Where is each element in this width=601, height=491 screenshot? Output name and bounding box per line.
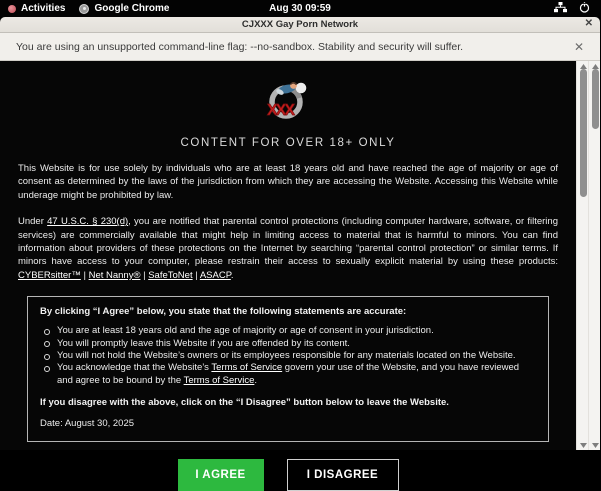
netnanny-link[interactable]: Net Nanny® [88, 269, 141, 281]
scrollbar-thumb[interactable] [580, 69, 587, 197]
asacp-link[interactable]: ASACP [199, 269, 231, 281]
scroll-down-icon[interactable] [589, 440, 601, 450]
infobar-message: You are using an unsupported command-line flag: --no-sandbox. Stability and security will suffer. [16, 40, 464, 53]
i-agree-button[interactable]: I AGREE [178, 459, 264, 491]
agreement-bullet: You will promptly leave this Website if you are offended by its content. [40, 338, 536, 350]
disagree-note: If you disagree with the above, click on the “I Disagree” button below to leave the Website. [40, 397, 449, 409]
page-scrollbar[interactable] [576, 61, 588, 450]
bullet4-part2: govern your use of the Website, and you have reviewed and agree to be bound by the [57, 362, 520, 386]
bullet4-part1: You acknowledge that the Website’s [57, 362, 212, 374]
window-close-button[interactable]: ✕ [584, 18, 593, 29]
link-separator: | [192, 269, 200, 281]
cybersitter-link[interactable]: CYBERsitter™ [18, 269, 81, 281]
app-menu-button[interactable] [79, 3, 169, 14]
network-icon[interactable] [554, 2, 567, 16]
para2-end: . [230, 269, 234, 281]
link-separator: | [80, 269, 89, 281]
agreement-bullet-list [40, 325, 536, 387]
link-separator: | [140, 269, 149, 281]
site-logo [18, 79, 558, 130]
para2-middle: , you are notified that parental control protections (including computer hardware, software, or filtering services) are commercially available that might help in limiting access to material that is harmful to minors. You can find information about providers of these protections on the Internet by searching “parental control protection” or similar terms. If minors have access to your computer, please restrain their access to sexually explicit material by using these products: [18, 216, 558, 268]
paragraph-parental-controls [18, 215, 558, 282]
para2-before: Under [18, 216, 48, 228]
clock[interactable]: Aug 30 09:59 [269, 3, 331, 14]
agreement-bullet: You will not hold the Website’s owners or its employees responsible for any materials located on the Website. [40, 350, 536, 362]
logo-xxx-text: XXX [266, 102, 294, 119]
gnome-top-bar [0, 0, 600, 17]
window-title: CJXXX Gay Porn Network [241, 19, 359, 30]
paragraph-age-statement [18, 162, 558, 202]
agreement-bullet: You are at least 18 years old and the age of majority or age of consent in your jurisdiction. [40, 325, 536, 337]
window-scrollbar[interactable] [588, 61, 600, 450]
para1-text: This Website is for use solely by individuals who are at least 18 years old and have reached the age of majority or age of consent as determined by the laws of the jurisdiction from which they are accessing the Website. Accessing this Website while underage might be prohibited by law. [18, 163, 558, 201]
safetonet-link[interactable]: SafeToNet [148, 269, 193, 281]
window-title-bar[interactable] [0, 17, 600, 33]
power-icon[interactable] [579, 2, 590, 16]
page-heading: CONTENT FOR OVER 18+ ONLY [180, 137, 396, 149]
recording-indicator-icon [8, 5, 16, 13]
chrome-infobar [0, 33, 600, 61]
i-disagree-button[interactable]: I DISAGREE [287, 459, 399, 491]
terms-of-service-link[interactable]: Terms of Service [211, 362, 283, 374]
infobar-close-button[interactable]: ✕ [573, 39, 584, 54]
activities-label: Activities [21, 3, 66, 14]
scrollbar-thumb[interactable] [592, 69, 599, 129]
agreement-box [27, 296, 549, 442]
consent-buttons [18, 459, 558, 491]
browser-viewport [0, 61, 600, 482]
app-menu-label: Google Chrome [94, 3, 170, 14]
terms-of-service-link[interactable]: Terms of Service [183, 374, 255, 386]
usc-230d-link[interactable]: 47 U.S.C. § 230(d) [47, 216, 129, 228]
age-gate-page [0, 61, 576, 482]
bullet4-part3: . [254, 374, 257, 386]
date-line: Date: August 30, 2025 [40, 418, 135, 430]
chrome-icon [79, 4, 89, 14]
activities-button[interactable] [8, 3, 65, 14]
agreement-intro: By clicking “I Agree” below, you state that the following statements are accurate: [40, 306, 407, 318]
agreement-bullet-tos [40, 362, 536, 387]
